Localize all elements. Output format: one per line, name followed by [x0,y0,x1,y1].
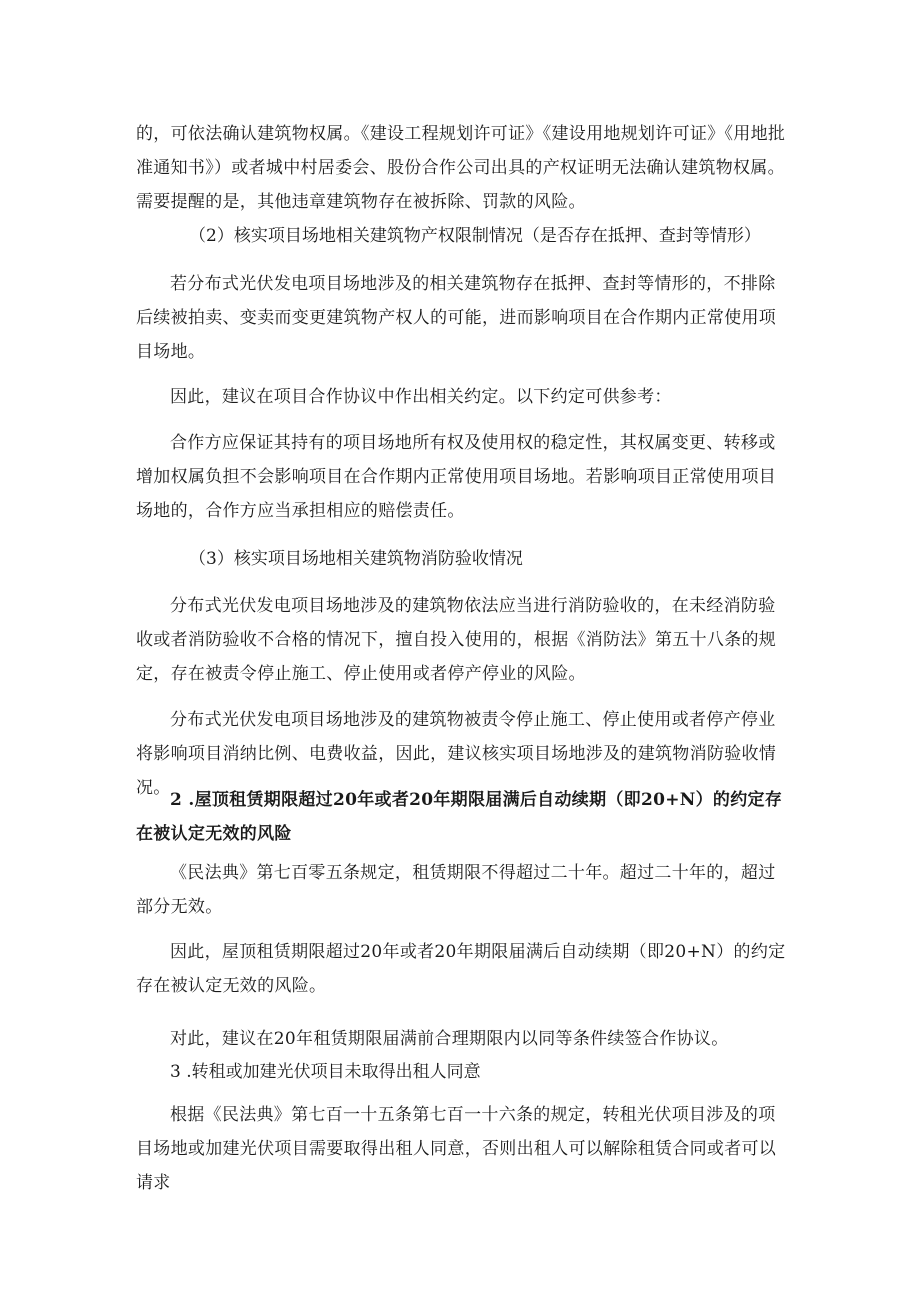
paragraph-lease-term-risk: 因此，屋顶租赁期限超过20年或者20年期限届满后自动续期（即20+N）的约定存在被认定无效的风险。 [136,942,786,996]
paragraph-fire-impact: 分布式光伏发电项目场地涉及的建筑物被责令停止施工、停止使用或者停产停业将影响项目消纳比例、电费收益，因此，建议核实项目场地涉及的建筑物消防验收情况。 [136,710,777,798]
section-heading-fire-acceptance: （3）核实项目场地相关建筑物消防验收情况 [189,549,523,569]
item-heading-lease-term: 2 .屋顶租赁期限超过20年或者20年期限届满后自动续期（即20+N）的约定存在被认定无效的风险 [136,790,783,844]
paragraph-building-ownership: 的，可依法确认建筑物权属。《建设工程规划许可证》《建设用地规划许可证》《用地批准通知书》）或者城中村居委会、股份合作公司出具的产权证明无法确认建筑物权属。需要提醒的是，其他违章建筑物存在被拆除、罚款的风险。 [136,124,786,212]
section-heading-property-restriction: （2）核实项目场地相关建筑物产权限制情况（是否存在抵押、查封等情形） [189,226,761,246]
paragraph-fire-law: 分布式光伏发电项目场地涉及的建筑物依法应当进行消防验收的，在未经消防验收或者消防验收不合格的情况下，擅自投入使用的，根据《消防法》第五十八条的规定，存在被责令停止施工、停止使用或者停产停业的风险。 [136,596,777,684]
paragraph-civil-code-705: 《民法典》第七百零五条规定，租赁期限不得超过二十年。超过二十年的，超过部分无效。 [136,863,776,917]
item-heading-sublease-consent: 3 .转租或加建光伏项目未取得出租人同意 [170,1062,481,1082]
paragraph-agreement-suggestion: 因此，建议在项目合作协议中作出相关约定。以下约定可供参考： [170,387,672,407]
paragraph-renewal-suggestion: 对此，建议在20年租赁期限届满前合理期限内以同等条件续签合作协议。 [170,1029,729,1049]
paragraph-reference-clause: 合作方应保证其持有的项目场地所有权及使用权的稳定性，其权属变更、转移或增加权属负担不会影响项目在合作期内正常使用项目场地。若影响项目正常使用项目场地的，合作方应当承担相应的赔偿责任。 [136,433,777,521]
paragraph-civil-code-715-716: 根据《民法典》第七百一十五条第七百一十六条的规定，转租光伏项目涉及的项目场地或加建光伏项目需要取得出租人同意，否则出租人可以解除租赁合同或者可以请求 [136,1105,777,1193]
paragraph-mortgage-seizure: 若分布式光伏发电项目场地涉及的相关建筑物存在抵押、查封等情形的，不排除后续被拍卖、变卖而变更建筑物产权人的可能，进而影响项目在合作期内正常使用项目场地。 [136,274,777,362]
